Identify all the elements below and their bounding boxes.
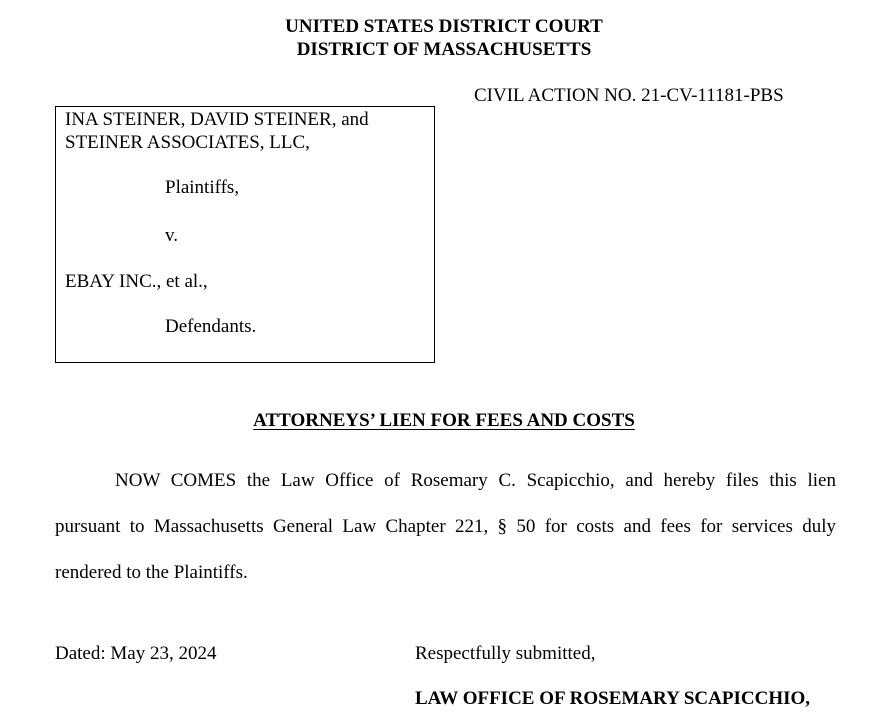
body-paragraph-line: pursuant to Massachusetts General Law Chapter 221, § 50 for costs and fees for services duly — [55, 516, 836, 537]
body-paragraph-line: NOW COMES the Law Office of Rosemary C. Scapicchio, and hereby files this lien — [115, 470, 836, 491]
case-number: CIVIL ACTION NO. 21-CV-11181-PBS — [474, 85, 784, 106]
plaintiffs-label: Plaintiffs, — [165, 177, 240, 198]
versus-label: v. — [165, 225, 179, 246]
defendants-label: Defendants. — [165, 316, 257, 337]
defendants-names: EBAY INC., et al., — [65, 271, 208, 292]
body-paragraph-line: rendered to the Plaintiffs. — [55, 562, 248, 583]
plaintiffs-names-line2: STEINER ASSOCIATES, LLC, — [65, 132, 310, 153]
plaintiffs-names-line1: INA STEINER, DAVID STEINER, and — [65, 109, 369, 130]
document-body — [55, 458, 836, 596]
law-firm-name: LAW OFFICE OF ROSEMARY SCAPICCHIO, — [415, 688, 811, 709]
document-title-text: ATTORNEYS’ LIEN FOR FEES AND COSTS — [253, 410, 635, 431]
closing-line: Respectfully submitted, — [415, 643, 596, 664]
court-district: DISTRICT OF MASSACHUSETTS — [296, 39, 592, 60]
document-title — [0, 411, 888, 430]
court-name: UNITED STATES DISTRICT COURT — [285, 16, 603, 37]
dated-line: Dated: May 23, 2024 — [55, 643, 217, 664]
